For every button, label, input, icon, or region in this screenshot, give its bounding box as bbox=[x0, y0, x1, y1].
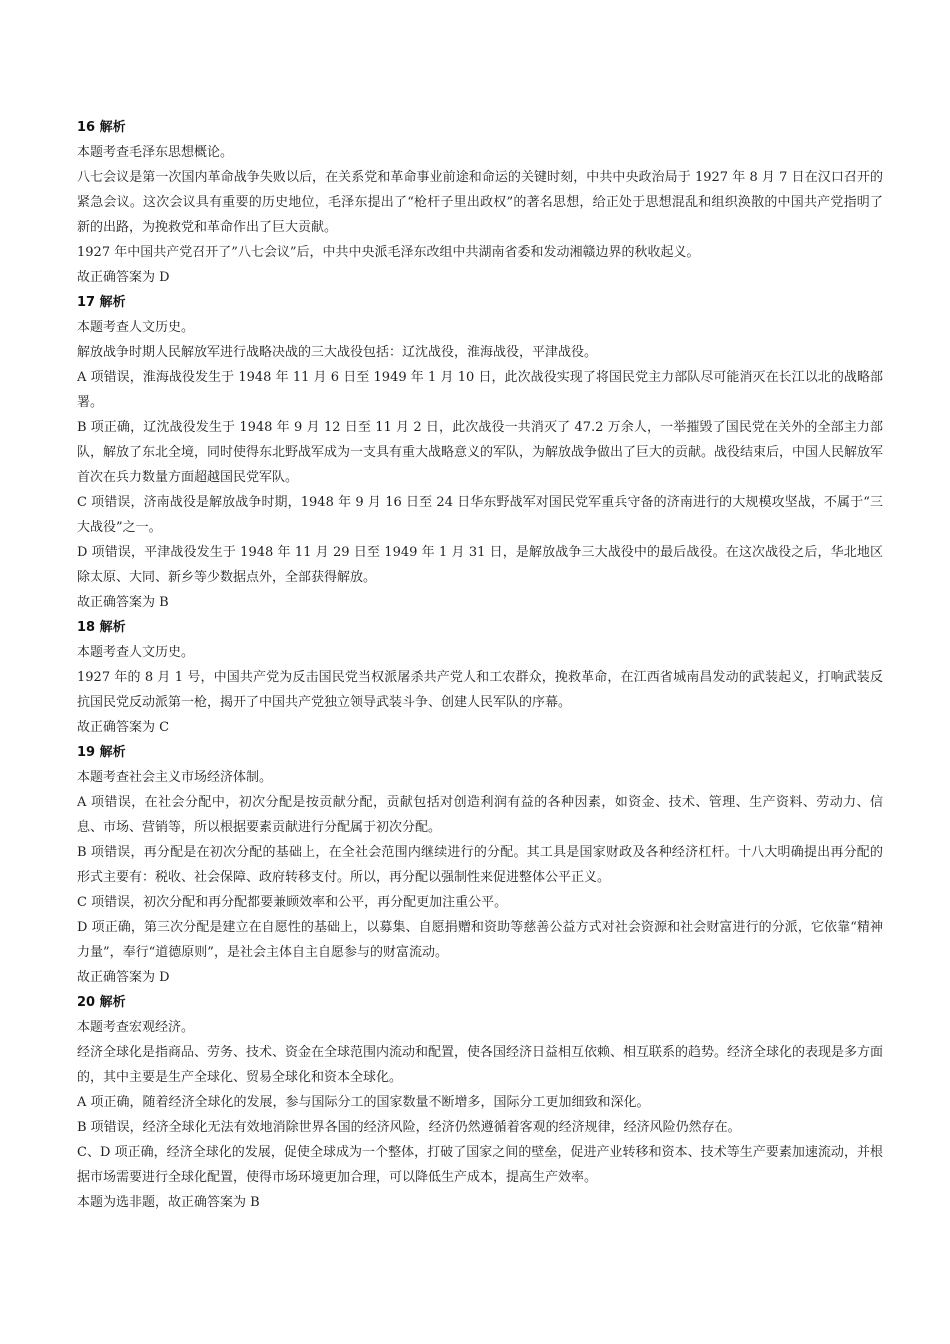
paragraph: 本题考查毛泽东思想概论。 bbox=[77, 145, 234, 160]
section-title: 16 解析 bbox=[77, 120, 126, 135]
section-18 bbox=[77, 615, 883, 740]
document-page bbox=[77, 115, 883, 1215]
section-title: 18 解析 bbox=[77, 620, 126, 635]
paragraph: 八七会议是第一次国内革命战争失败以后，在关系党和革命事业前途和命运的关键时刻，中共中央政治局于 1927 年 8 月 7 日在汉口召开的紧急会议。这次会议具有重要的历史地位，毛泽东提出了“枪杆子里出政权”的著名思想，给正处于思想混乱和组织涣散的中国共产党指明了新的出路，为挽救党和革命作出了巨大贡献。 bbox=[77, 170, 883, 235]
paragraph: 本题考查社会主义市场经济体制。 bbox=[77, 770, 273, 785]
paragraph: A 项错误，在社会分配中，初次分配是按贡献分配，贡献包括对创造利润有益的各种因素，如资金、技术、管理、生产资料、劳动力、信息、市场、营销等，所以根据要素贡献进行分配属于初次分配。 bbox=[77, 795, 883, 835]
answer-line: 故正确答案为 C bbox=[77, 720, 170, 735]
paragraph: 经济全球化是指商品、劳务、技术、资金在全球范围内流动和配置，使各国经济日益相互依赖、相互联系的趋势。经济全球化的表现是多方面的，其中主要是生产全球化、贸易全球化和资本全球化。 bbox=[77, 1045, 884, 1085]
paragraph: C 项错误，初次分配和再分配都要兼顾效率和公平，再分配更加注重公平。 bbox=[77, 895, 508, 910]
paragraph: B 项正确，辽沈战役发生于 1948 年 9 月 12 日至 11 月 2 日，此次战役一共消灭了 47.2 万余人，一举摧毁了国民党在关外的全部主力部队，解放了东北全境，同时使得东北野战军成为一支具有重大战略意义的军队，为解放战争做出了巨大的贡献。战役结束后，中国人民解放军首次在兵力数量方面超越国民党军队。 bbox=[77, 420, 884, 485]
section-title: 19 解析 bbox=[77, 745, 126, 760]
paragraph: C、D 项正确，经济全球化的发展，促使全球成为一个整体，打破了国家之间的壁垒，促进产业转移和资本、技术等生产要素加速流动，并根据市场需要进行全球化配置，使得市场环境更加合理，可以降低生产成本，提高生产效率。 bbox=[77, 1145, 883, 1185]
paragraph: 本题考查人文历史。 bbox=[77, 320, 195, 335]
section-20 bbox=[77, 990, 883, 1215]
paragraph: 1927 年的 8 月 1 号，中国共产党为反击国民党当权派屠杀共产党人和工农群众，挽救革命，在江西省城南昌发动的武装起义，打响武装反抗国民党反动派第一枪，揭开了中国共产党独立领导武装斗争、创建人民军队的序幕。 bbox=[77, 670, 883, 710]
paragraph: 本题考查宏观经济。 bbox=[77, 1020, 195, 1035]
paragraph: C 项错误，济南战役是解放战争时期，1948 年 9 月 16 日至 24 日华东野战军对国民党军重兵守备的济南进行的大规模攻坚战，不属于“三大战役”之一。 bbox=[77, 495, 883, 535]
section-17 bbox=[77, 290, 883, 615]
paragraph: D 项错误，平津战役发生于 1948 年 11 月 29 日至 1949 年 1 月 31 日，是解放战争三大战役中的最后战役。在这次战役之后，华北地区除太原、大同、新乡等少数据点外，全部获得解放。 bbox=[77, 545, 883, 585]
paragraph: D 项正确，第三次分配是建立在自愿性的基础上，以募集、自愿捐赠和资助等慈善公益方式对社会资源和社会财富进行的分派，它依靠“精神力量”，奉行“道德原则”，是社会主体自主自愿参与的财富流动。 bbox=[77, 920, 883, 960]
paragraph: 1927 年中国共产党召开了”八七会议”后，中共中央派毛泽东改组中共湖南省委和发动湘赣边界的秋收起义。 bbox=[77, 245, 700, 260]
section-16 bbox=[77, 115, 883, 290]
section-19 bbox=[77, 740, 883, 990]
paragraph: 解放战争时期人民解放军进行战略决战的三大战役包括：辽沈战役，淮海战役，平津战役。 bbox=[77, 345, 598, 360]
paragraph: A 项错误，淮海战役发生于 1948 年 11 月 6 日至 1949 年 1 月 10 日，此次战役实现了将国民党主力部队尽可能消灭在长江以北的战略部署。 bbox=[77, 370, 883, 410]
paragraph: B 项错误，经济全球化无法有效地消除世界各国的经济风险，经济仍然遵循着客观的经济规律，经济风险仍然存在。 bbox=[77, 1120, 741, 1135]
answer-line: 故正确答案为 D bbox=[77, 970, 170, 985]
answer-line: 本题为选非题，故正确答案为 B bbox=[77, 1195, 260, 1210]
paragraph: 本题考查人文历史。 bbox=[77, 645, 195, 660]
section-title: 17 解析 bbox=[77, 295, 126, 310]
section-title: 20 解析 bbox=[77, 995, 126, 1010]
paragraph: B 项错误，再分配是在初次分配的基础上，在全社会范围内继续进行的分配。其工具是国家财政及各种经济杠杆。十八大明确提出再分配的形式主要有：税收、社会保障、政府转移支付。所以，再分配以强制性来促进整体公平正义。 bbox=[77, 845, 883, 885]
answer-line: 故正确答案为 B bbox=[77, 595, 169, 610]
answer-line: 故正确答案为 D bbox=[77, 270, 170, 285]
paragraph: A 项正确，随着经济全球化的发展，参与国际分工的国家数量不断增多，国际分工更加细致和深化。 bbox=[77, 1095, 650, 1110]
